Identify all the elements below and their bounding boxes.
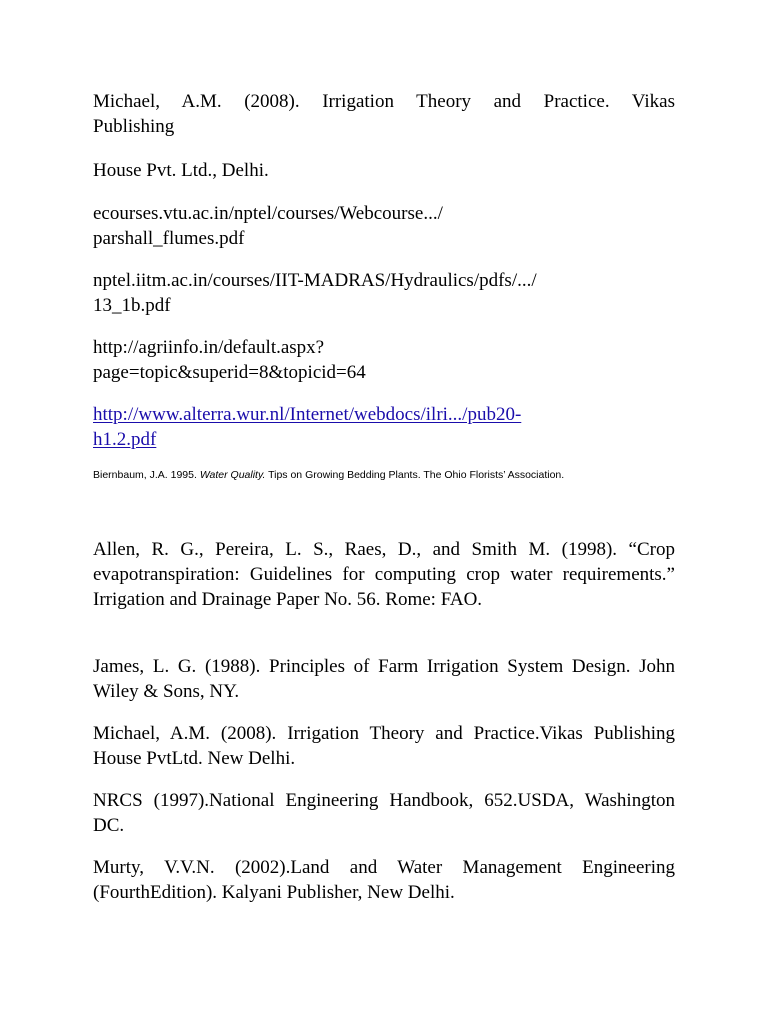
reference-line: 13_1b.pdf [93, 295, 171, 316]
reference-nrcs-1997: NRCS (1997).National Engineering Handbook, 652.USDA, Washington DC. [93, 790, 675, 836]
reference-michael-2008-b: Michael, A.M. (2008). Irrigation Theory and Practice.Vikas Publishing House PvtLtd. New Delhi. [93, 723, 675, 769]
reference-link-line[interactable]: http://www.alterra.wur.nl/Internet/webdocs/ilri.../pub20- [93, 404, 522, 425]
reference-michael-2008-a [93, 89, 675, 139]
reference-publisher-line: House Pvt. Ltd., Delhi. [93, 160, 269, 181]
reference-italic-title: Water Quality. [199, 469, 266, 481]
reference-alterra-link[interactable] [93, 402, 675, 452]
reference-text: Biernbaum, J.A. 1995. [93, 469, 200, 481]
reference-line: ecourses.vtu.ac.in/nptel/courses/Webcourse.../ [93, 203, 443, 224]
reference-agriinfo-url [93, 335, 675, 385]
reference-vtu-url [93, 201, 675, 251]
reference-murty-2002: Murty, V.V.N. (2002).Land and Water Management Engineering (FourthEdition). Kalyani Publisher, New Delhi. [93, 857, 675, 903]
reference-line: Michael, A.M. (2008). Irrigation Theory and Practice. Vikas [93, 91, 675, 112]
reference-line: http://agriinfo.in/default.aspx? [93, 337, 325, 358]
reference-line: Publishing [93, 116, 175, 137]
reference-iitm-url [93, 268, 675, 318]
reference-james-1988: James, L. G. (1988). Principles of Farm Irrigation System Design. John Wiley & Sons, NY. [93, 656, 675, 702]
reference-line: nptel.iitm.ac.in/courses/IIT-MADRAS/Hydraulics/pdfs/.../ [93, 270, 537, 291]
reference-text: Tips on Growing Bedding Plants. The Ohio Florists’ Association. [265, 469, 565, 481]
reference-line: page=topic&superid=8&topicid=64 [93, 362, 366, 383]
reference-biernbaum-1995 [93, 468, 693, 482]
reference-link-line[interactable]: h1.2.pdf [93, 429, 157, 450]
reference-line: parshall_flumes.pdf [93, 228, 245, 249]
reference-allen-1998: Allen, R. G., Pereira, L. S., Raes, D., and Smith M. (1998). “Crop evapotranspiration: Guidelines for computing crop water requirements.” Irrigation and Drainage Paper No. 56. Rome: FAO. [93, 539, 675, 610]
